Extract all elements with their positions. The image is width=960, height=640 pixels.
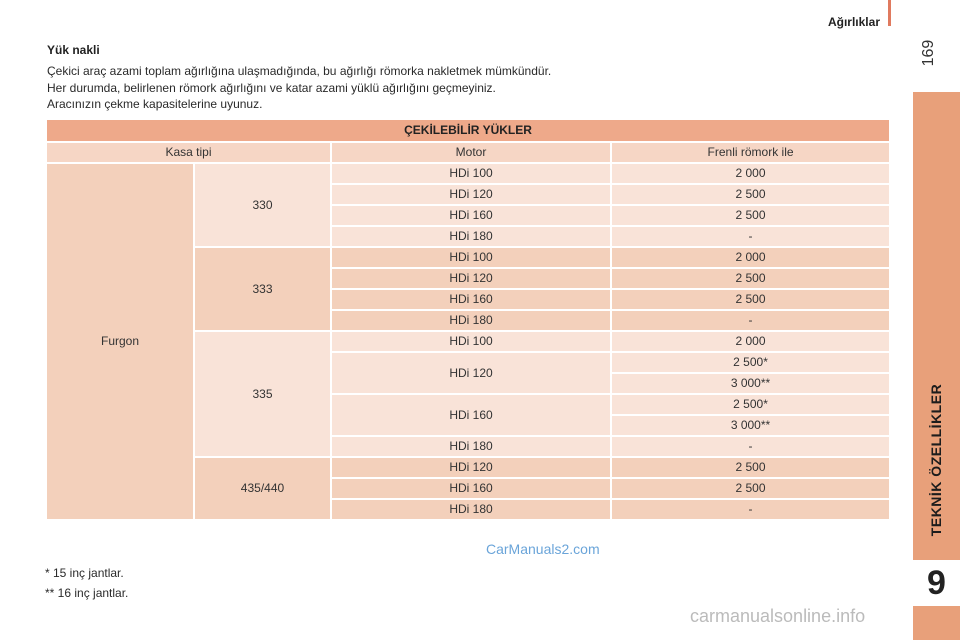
load-value-cell: - (611, 310, 890, 331)
load-value-cell: 2 500 (611, 268, 890, 289)
intro-text (47, 63, 551, 113)
model-cell: 333 (194, 247, 331, 331)
motor-cell: HDi 120 (331, 457, 611, 478)
motor-cell: HDi 160 (331, 394, 611, 436)
load-value-cell: - (611, 436, 890, 457)
load-value-cell: 2 500 (611, 478, 890, 499)
motor-cell: HDi 120 (331, 268, 611, 289)
watermark-carmanualsonline: carmanualsonline.info (690, 606, 866, 626)
load-value-cell: - (611, 499, 890, 520)
load-value-cell: 2 500 (611, 184, 890, 205)
footnote-15-inch: * 15 inç jantlar. (45, 566, 124, 580)
model-cell: 435/440 (194, 457, 331, 520)
load-value-cell: - (611, 226, 890, 247)
page-header-title: Ağırlıklar (827, 15, 880, 29)
header-body-type: Kasa tipi (46, 142, 331, 163)
load-value-cell: 2 500* (611, 352, 890, 373)
intro-paragraph: Aracınızın çekme kapasitelerine uyunuz. (47, 97, 263, 111)
header-motor: Motor (331, 142, 611, 163)
motor-cell: HDi 120 (331, 352, 611, 394)
towing-loads-table (45, 118, 891, 521)
intro-paragraph: Her durumda, belirlenen römork ağırlığını ve katar azami yüklü ağırlığını geçmeyiniz. (47, 80, 496, 95)
load-value-cell: 2 000 (611, 163, 890, 184)
motor-cell: HDi 160 (331, 205, 611, 226)
motor-cell: HDi 180 (331, 436, 611, 457)
page-number: 169 (920, 39, 937, 67)
load-value-cell: 2 000 (611, 247, 890, 268)
table-title: ÇEKİLEBİLİR YÜKLER (46, 119, 890, 142)
motor-cell: HDi 100 (331, 331, 611, 352)
load-value-cell: 2 000 (611, 331, 890, 352)
table-row (46, 163, 890, 184)
motor-cell: HDi 160 (331, 478, 611, 499)
motor-cell: HDi 180 (331, 310, 611, 331)
chapter-label: TEKNİK ÖZELLİKLER (928, 383, 944, 537)
load-value-cell: 2 500 (611, 289, 890, 310)
motor-cell: HDi 120 (331, 184, 611, 205)
model-cell: 335 (194, 331, 331, 457)
motor-cell: HDi 160 (331, 289, 611, 310)
load-value-cell: 2 500 (611, 457, 890, 478)
load-value-cell: 3 000** (611, 373, 890, 394)
chapter-sidebar (913, 92, 960, 640)
footnote-16-inch: ** 16 inç jantlar. (45, 586, 129, 600)
section-title: Yük nakli (47, 43, 100, 57)
motor-cell: HDi 180 (331, 226, 611, 247)
body-type-cell: Furgon (46, 163, 194, 520)
header-accent-line (888, 0, 891, 26)
motor-cell: HDi 100 (331, 163, 611, 184)
watermark-carmanuals2: CarManuals2.com (486, 541, 600, 557)
load-value-cell: 2 500 (611, 205, 890, 226)
table-body (46, 119, 890, 520)
load-value-cell: 3 000** (611, 415, 890, 436)
load-value-cell: 2 500* (611, 394, 890, 415)
chapter-number: 9 (913, 560, 960, 606)
motor-cell: HDi 100 (331, 247, 611, 268)
table-title-row (46, 119, 890, 142)
model-cell: 330 (194, 163, 331, 247)
table-header-row (46, 142, 890, 163)
header-braked-trailer: Frenli römork ile (611, 142, 890, 163)
motor-cell: HDi 180 (331, 499, 611, 520)
intro-paragraph: Çekici araç azami toplam ağırlığına ulaşmadığında, bu ağırlığı römorka nakletmek mümkündür. (47, 64, 552, 78)
